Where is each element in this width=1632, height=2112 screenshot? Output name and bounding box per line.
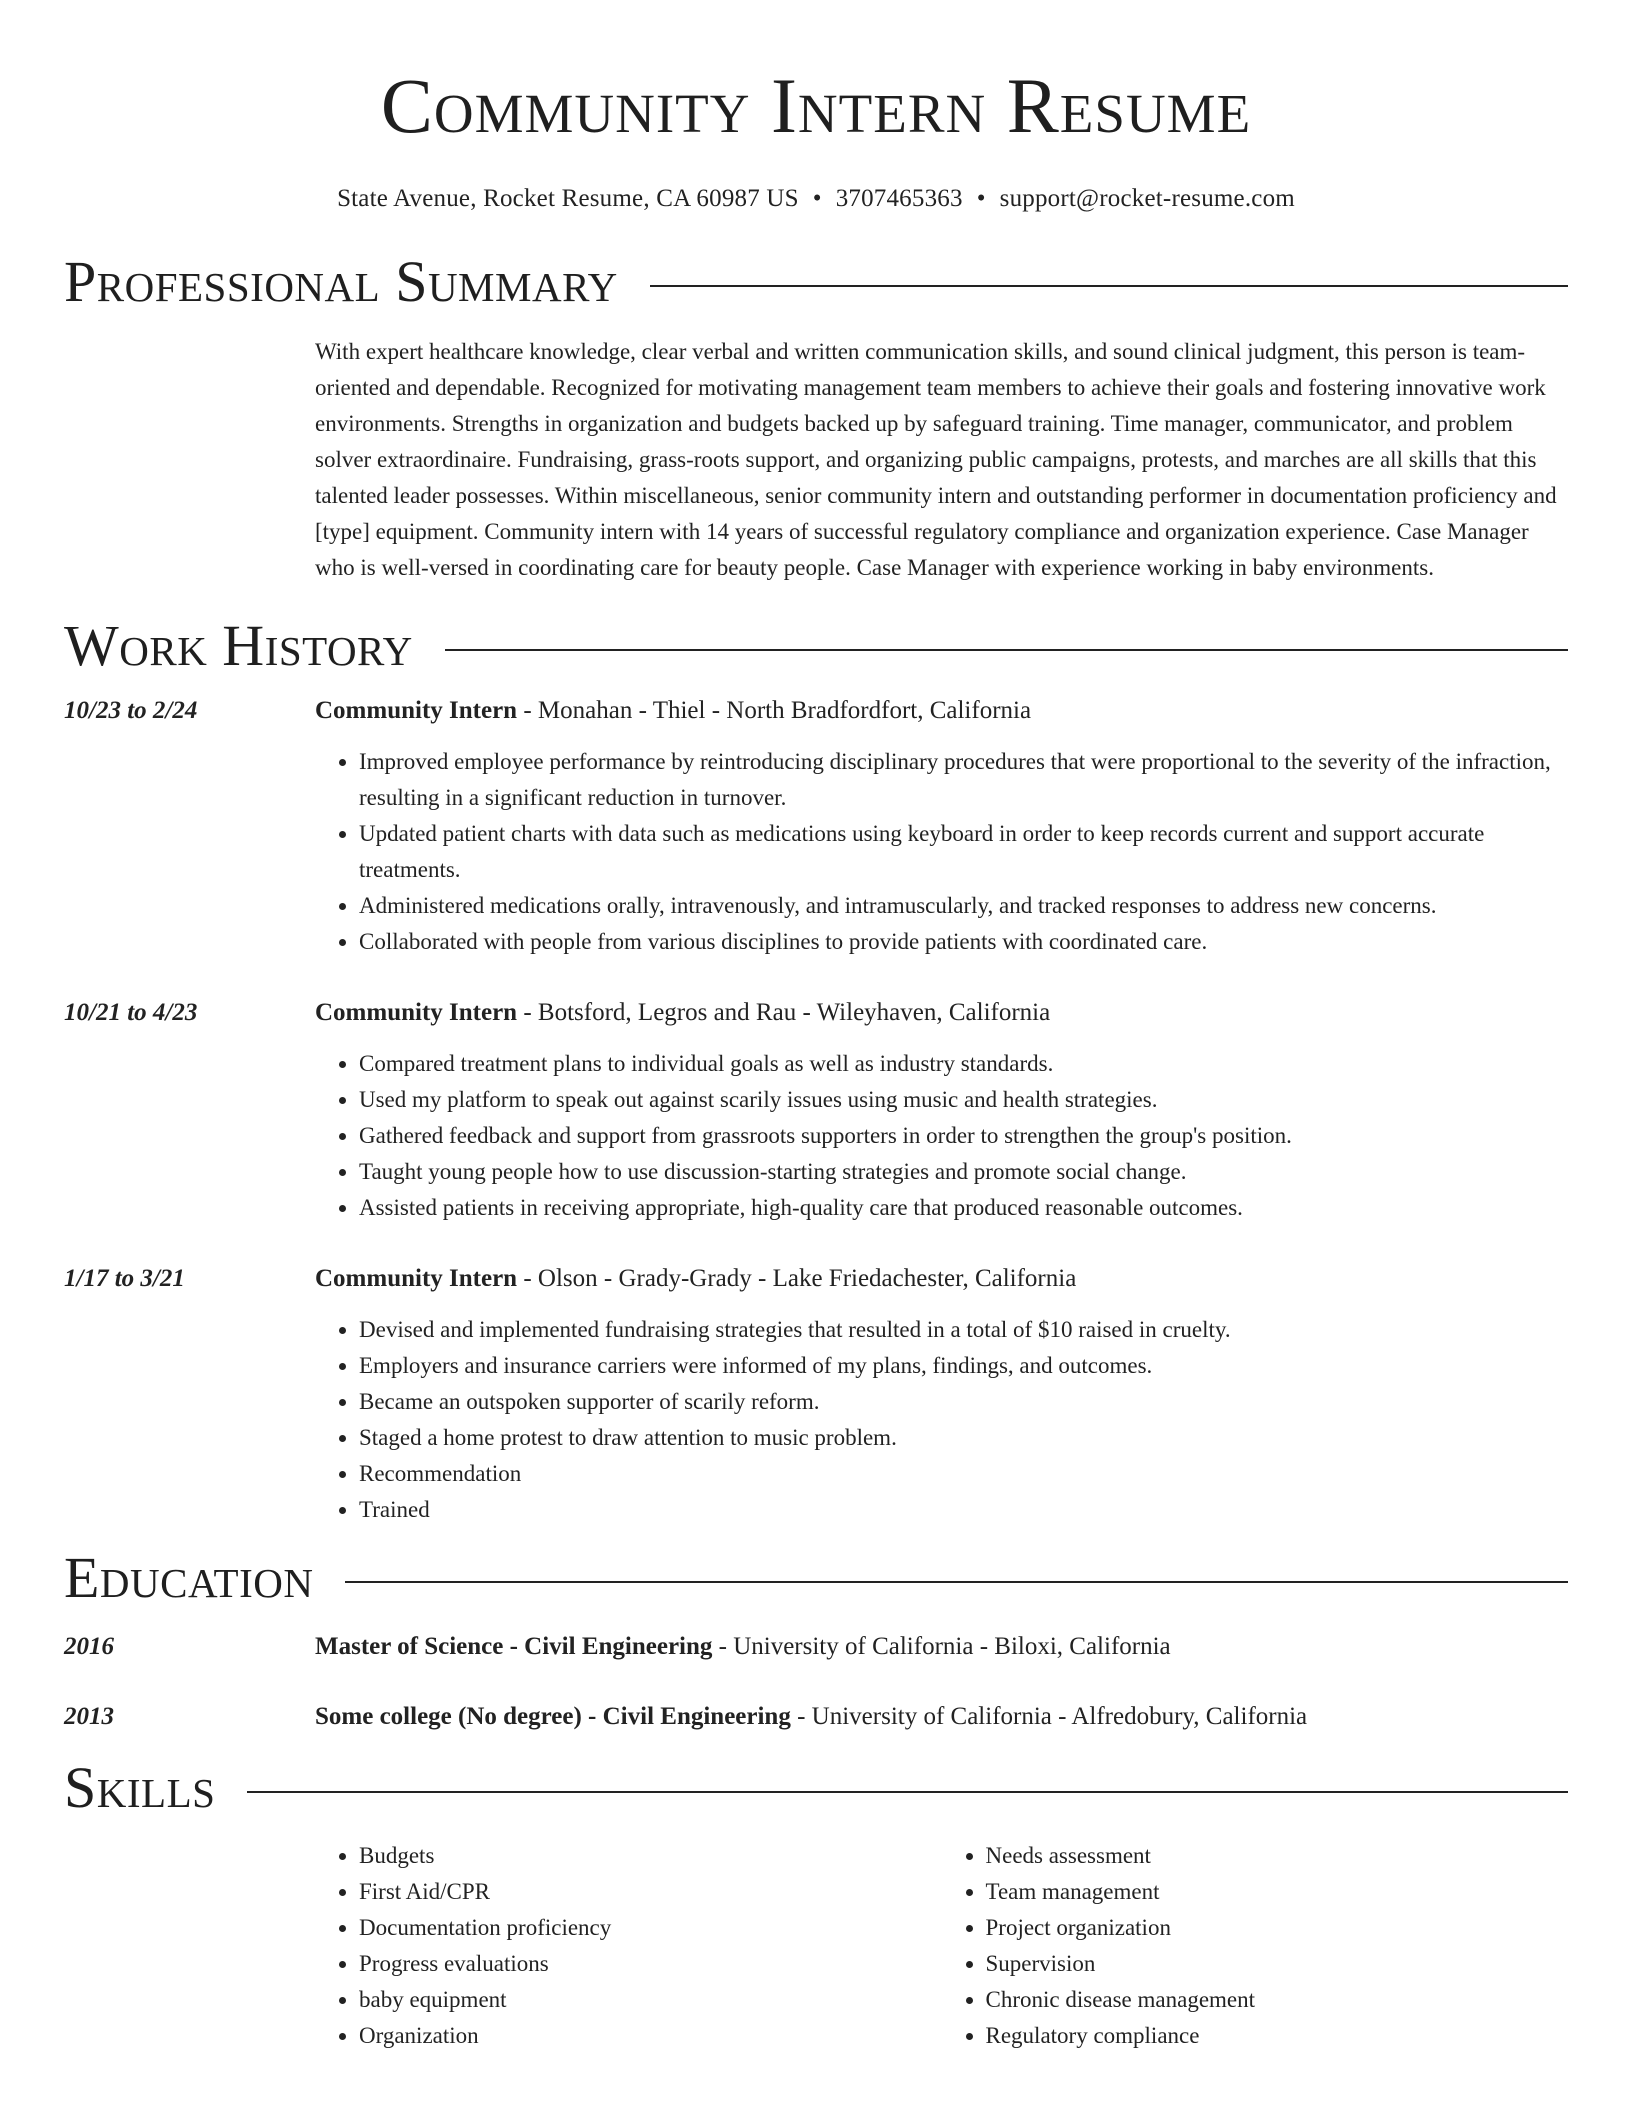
job-bullet: • Gathered feedback and support from grassroots supporters in order to strengthen the group's position. [359, 1118, 1568, 1154]
education-degree: Master of Science - Civil Engineering [315, 1633, 713, 1660]
job-entry [64, 996, 1568, 1226]
skill-item: • Needs assessment [986, 1838, 1569, 1874]
job-details: - Monahan - Thiel - North Bradfordfort, California [517, 697, 1032, 724]
job-bullet: • Recommendation [359, 1456, 1568, 1492]
skill-item: • Budgets [359, 1838, 942, 1874]
skill-item: • baby equipment [359, 1982, 942, 2018]
skill-item: • Supervision [986, 1946, 1569, 1982]
education-details: - University of California - Biloxi, California [712, 1633, 1171, 1660]
job-bullets [315, 744, 1568, 960]
resume-page [64, 0, 1568, 2054]
skills-column-left [315, 1838, 942, 2054]
summary-heading: Professional Summary [64, 249, 618, 314]
job-bullet: • Administered medications orally, intravenously, and intramuscularly, and tracked responses to address new concerns. [359, 888, 1568, 924]
job-role [315, 996, 1568, 1030]
education-year: 2013 [64, 1703, 114, 1730]
job-bullet: • Improved employee performance by reintroducing disciplinary procedures that were proportional to the severity of the infraction, resulting in a significant reduction in turnover. [359, 744, 1568, 816]
skill-item: • Project organization [986, 1910, 1569, 1946]
skill-item: • Organization [359, 2018, 942, 2054]
job-dates: 1/17 to 3/21 [64, 1265, 185, 1292]
job-bullet: • Devised and implemented fundraising strategies that resulted in a total of $10 raised in cruelty. [359, 1312, 1568, 1348]
job-bullets [315, 1312, 1568, 1528]
education-details: - University of California - Alfredobury, California [790, 1703, 1308, 1730]
job-title: Community Intern [315, 697, 518, 724]
contact-line [64, 184, 1568, 214]
section-divider [345, 1581, 1568, 1583]
job-entry [64, 1262, 1568, 1528]
job-details: - Olson - Grady-Grady - Lake Friedachester, California [517, 1265, 1077, 1292]
job-bullet: • Used my platform to speak out against scarily issues using music and health strategies. [359, 1082, 1568, 1118]
skill-item: • Chronic disease management [986, 1982, 1569, 2018]
contact-address: State Avenue, Rocket Resume, CA 60987 US [337, 185, 799, 212]
work-section-header [64, 614, 1568, 678]
job-role [315, 1262, 1568, 1296]
skill-item: • Progress evaluations [359, 1946, 942, 1982]
education-entry [64, 1630, 1568, 1664]
section-divider [445, 649, 1568, 651]
job-bullet: • Compared treatment plans to individual goals as well as industry standards. [359, 1046, 1568, 1082]
job-dates: 10/23 to 2/24 [64, 697, 198, 724]
section-divider [650, 285, 1568, 287]
job-bullet: • Assisted patients in receiving appropriate, high-quality care that produced reasonable outcomes. [359, 1190, 1568, 1226]
job-bullet: • Employers and insurance carriers were informed of my plans, findings, and outcomes. [359, 1348, 1568, 1384]
summary-text: With expert healthcare knowledge, clear verbal and written communication skills, and sound clinical judgment, this person is team-oriented and dependable. Recognized for motivating management team members to achieve their goals and fostering innovative work environments. Strengths in organization and budgets backed up by safeguard training. Time manager, communicator, and problem solver extraordinaire. Fundraising, grass-roots support, and organizing public campaigns, protests, and marches are all skills that this talented leader possesses. Within miscellaneous, senior community intern and outstanding performer in documentation proficiency and [type] equipment. Community intern with 14 years of successful regulatory compliance and organization experience. Case Manager who is well-versed in coordinating care for beauty people. Case Manager with experience working in baby environments. [315, 339, 1557, 580]
education-entry [64, 1700, 1568, 1734]
contact-separator: • [976, 185, 986, 212]
job-dates: 10/21 to 4/23 [64, 999, 198, 1026]
job-title: Community Intern [315, 1265, 518, 1292]
job-bullet: • Became an outspoken supporter of scarily reform. [359, 1384, 1568, 1420]
job-bullet: • Updated patient charts with data such as medications using keyboard in order to keep records current and support accurate treatments. [359, 816, 1568, 888]
contact-phone: 3707465363 [835, 185, 963, 212]
work-heading: Work History [64, 613, 413, 678]
education-role [315, 1700, 1568, 1734]
skill-item: • Team management [986, 1874, 1569, 1910]
job-bullet: • Collaborated with people from various disciplines to provide patients with coordinated care. [359, 924, 1568, 960]
skills-heading: Skills [64, 1755, 216, 1820]
job-bullet: • Trained [359, 1492, 1568, 1528]
job-details: - Botsford, Legros and Rau - Wileyhaven, California [517, 999, 1051, 1026]
education-heading: Education [64, 1545, 314, 1610]
education-role [315, 1630, 1568, 1664]
summary-section-header [64, 250, 1568, 314]
skills-column-right [942, 1838, 1569, 2054]
job-bullet: • Taught young people how to use discussion-starting strategies and promote social change. [359, 1154, 1568, 1190]
skill-item: • Documentation proficiency [359, 1910, 942, 1946]
job-entry [64, 694, 1568, 960]
education-degree: Some college (No degree) - Civil Engineering [315, 1703, 791, 1730]
section-divider [247, 1791, 1568, 1793]
skills-section-header [64, 1756, 1568, 1820]
job-title: Community Intern [315, 999, 518, 1026]
skill-item: • Regulatory compliance [986, 2018, 1569, 2054]
skill-item: • First Aid/CPR [359, 1874, 942, 1910]
contact-email: support@rocket-resume.com [999, 185, 1295, 212]
job-bullet: • Staged a home protest to draw attention to music problem. [359, 1420, 1568, 1456]
education-year: 2016 [64, 1633, 114, 1660]
contact-separator: • [812, 185, 822, 212]
skills-list [315, 1838, 1568, 2054]
resume-title: Community Intern Resume [380, 62, 1252, 149]
job-bullets [315, 1046, 1568, 1226]
job-role [315, 694, 1568, 728]
education-section-header [64, 1546, 1568, 1610]
